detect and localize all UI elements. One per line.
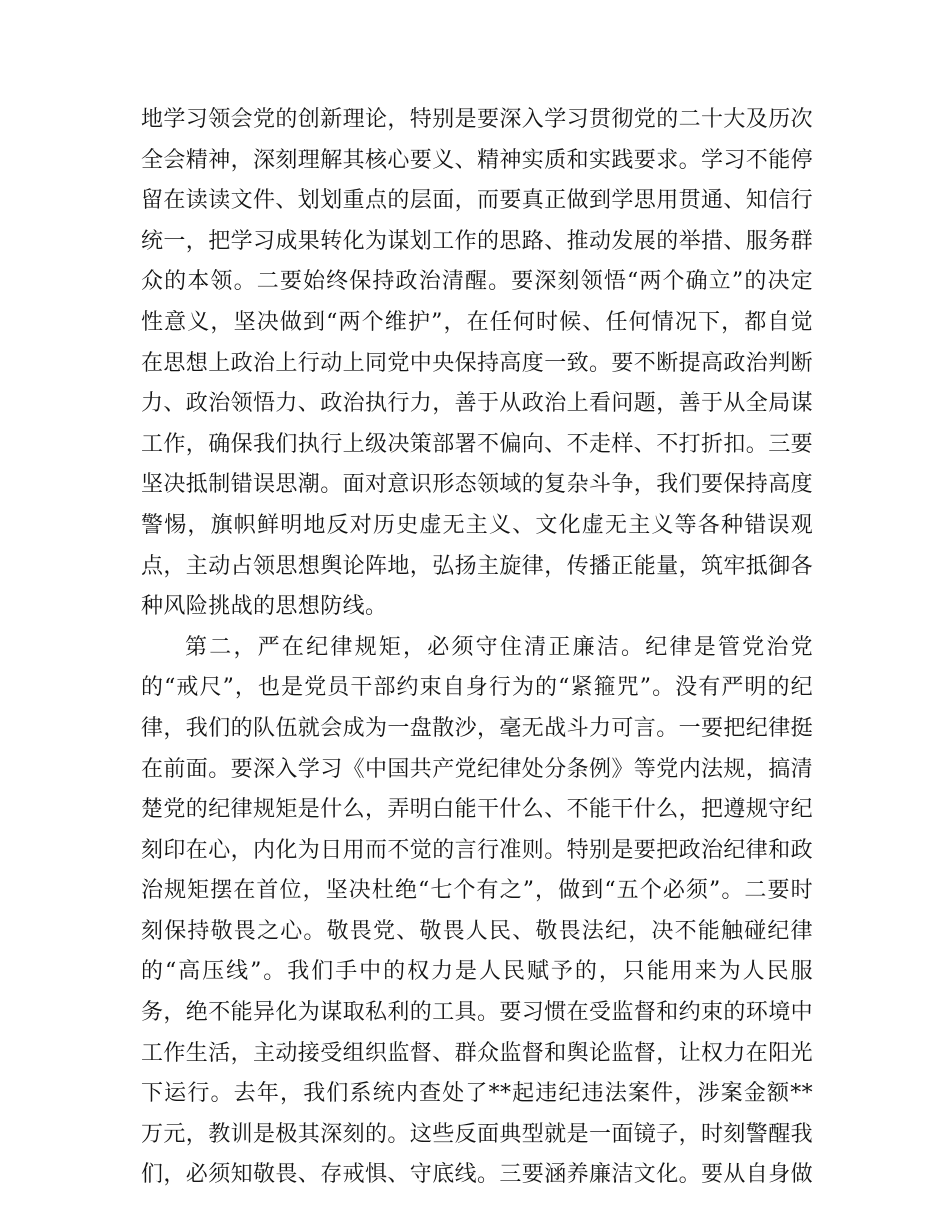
body-text bbox=[141, 100, 813, 1196]
paragraph-section-two: 第二，严在纪律规矩，必须守住清正廉洁。纪律是管党治党的“戒尺”，也是党员干部约束自身行为的“紧箍咒”。没有严明的纪律，我们的队伍就会成为一盘散沙，毫无战斗力可言。一要把纪律挺在前面。要深入学习《中国共产党纪律处分条例》等党内法规，搞清楚党的纪律规矩是什么，弄明白能干什么、不能干什么，把遵规守纪刻印在心，内化为日用而不觉的言行准则。特别是要把政治纪律和政治规矩摆在首位，坚决杜绝“七个有之”，做到“五个必须”。二要时刻保持敬畏之心。敬畏党、敬畏人民、敬畏法纪，决不能触碰纪律的“高压线”。我们手中的权力是人民赋予的，只能用来为人民服务，绝不能异化为谋取私利的工具。要习惯在受监督和约束的环境中工作生活，主动接受组织监督、群众监督和舆论监督，让权力在阳光下运行。去年，我们系统内查处了**起违纪违法案件，涉案金额**万元，教训是极其深刻的。这些反面典型就是一面镜子，时刻警醒我们，必须知敬畏、存戒惧、守底线。三要涵养廉洁文化。要从自身做 bbox=[141, 634, 814, 1188]
paragraph-continued: 地学习领会党的创新理论，特别是要深入学习贯彻党的二十大及历次全会精神，深刻理解其核心要义、精神实质和实践要求。学习不能停留在读读文件、划划重点的层面，而要真正做到学思用贯通、知信行统一，把学习成果转化为谋划工作的思路、推动发展的举措、服务群众的本领。二要始终保持政治清醒。要深刻领悟“两个确立”的决定性意义，坚决做到“两个维护”，在任何时候、任何情况下，都自觉在思想上政治上行动上同党中央保持高度一致。要不断提高政治判断力、政治领悟力、政治执行力，善于从政治上看问题，善于从全局谋工作，确保我们执行上级决策部署不偏向、不走样、不打折扣。三要坚决抵制错误思潮。面对意识形态领域的复杂斗争，我们要保持高度警惕，旗帜鲜明地反对历史虚无主义、文化虚无主义等各种错误观点，主动占领思想舆论阵地，弘扬主旋律，传播正能量，筑牢抵御各种风险挑战的思想防线。 bbox=[141, 107, 814, 620]
